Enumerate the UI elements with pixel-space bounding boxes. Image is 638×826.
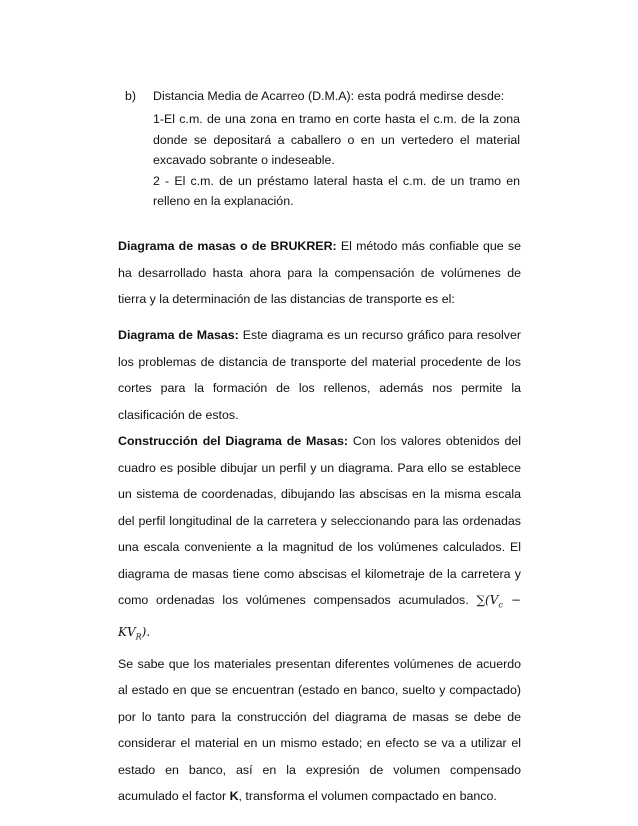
factor-k: K: [229, 789, 239, 804]
sublist: [153, 109, 520, 212]
sublist-item-1: 1-El c.m. de una zona en tramo en corte hasta el c.m. de la zona donde se depositará a caballero o en un vertedero el material excavado sobrante o indeseable.: [153, 112, 520, 167]
list-item-b: [125, 88, 520, 212]
list-item-b-text: Distancia Media de Acarreo (D.M.A): esta podrá medirse desde:: [153, 89, 505, 103]
paragraph-diagrama-masas: [118, 322, 521, 428]
sublist-item-2: 2 - El c.m. de un préstamo lateral hasta el c.m. de un tramo en relleno en la explanación.: [153, 173, 520, 208]
paragraph-brukrer: [118, 233, 521, 313]
construccion-text: Con los valores obtenidos del cuadro es posible dibujar un perfil y un diagrama. Para ello se establece un sistema de coordenadas, dibujando las abscisas en la misma escala del perfil longitudinal de la carretera y seleccionando para las ordenadas una escala conveniente a la magnitud de los volúmenes calculados. El diagrama de masas tiene como abscisas el kilometraje de la carretera y como ordenadas los volúmenes compensados acumulados.: [118, 434, 521, 607]
list-item-b-heading: [125, 88, 520, 105]
brukrer-heading: Diagrama de masas o de BRUKRER:: [118, 239, 337, 253]
paragraph-estado-banco: Se sabe que los materiales presentan diferentes volúmenes de acuerdo al estado en que se encuentran (estado en banco, suelto y compactado) por lo tanto para la construcción del diagrama de masas se debe de considerar el material en un mismo estado; en efecto se va a utilizar el estado en banco, así en la expresión de volumen compensado acumulado el factor K, transforma el volumen compactado en banco.: [118, 656, 521, 804]
brukrer-text: El método más confiable que se ha desarrollado hasta ahora para la compensación de volúmenes de tierra y la determinación de las distancias de transporte es el:: [118, 239, 521, 306]
paragraph-construccion: [118, 428, 521, 810]
masas-text: Este diagrama es un recurso gráfico para resolver los problemas de distancia de transporte del material procedente de los cortes para la formación de los rellenos, además nos permite la clasificación de estos.: [118, 328, 521, 422]
construccion-heading: Construcción del Diagrama de Masas:: [118, 434, 349, 448]
formula: $\sum(V_c - KV_R)$.: [118, 593, 522, 642]
list-marker: b): [125, 89, 137, 103]
masas-heading: Diagrama de Masas:: [118, 328, 239, 342]
